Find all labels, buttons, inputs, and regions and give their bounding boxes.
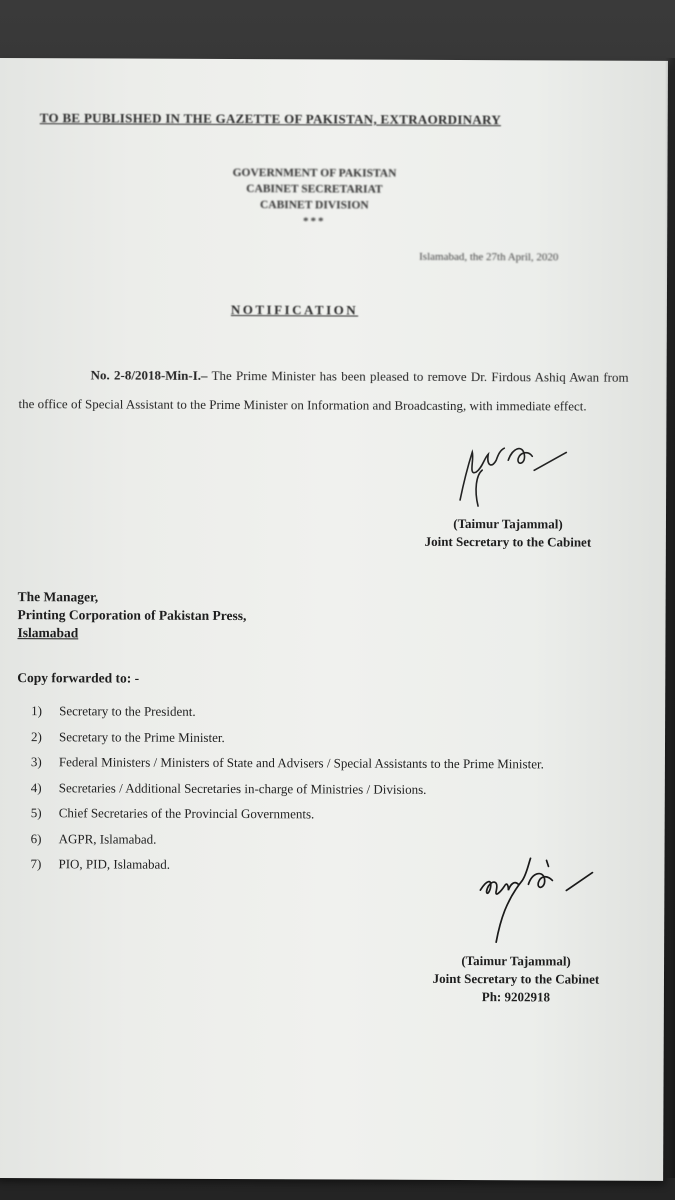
list-item-text: Secretary to the Prime Minister. <box>59 728 225 745</box>
addressee-block <box>17 588 246 643</box>
division-line: CABINET DIVISION <box>259 199 369 212</box>
signature-2 <box>466 850 616 951</box>
signer-2-phone: Ph: 9202918 <box>481 989 551 1005</box>
list-item-text: Secretary to the President. <box>59 703 196 719</box>
notification-number: No. 2-8/2018-Min-I.– <box>90 367 208 383</box>
list-item <box>31 729 631 747</box>
list-item <box>31 703 631 721</box>
list-item-index: 5) <box>30 805 42 821</box>
list-item-index: 1) <box>31 703 43 719</box>
list-item-index: 3) <box>30 754 42 770</box>
list-item <box>31 805 631 823</box>
signer-1-name: (Taimur Tajammal) <box>453 515 563 532</box>
signer-2-name: (Taimur Tajammal) <box>461 953 571 969</box>
addressee-line-1: The Manager, <box>17 589 99 605</box>
document-page <box>0 58 668 1181</box>
list-item <box>31 754 631 772</box>
list-item <box>31 780 631 798</box>
gazette-header: TO BE PUBLISHED IN THE GAZETTE OF PAKISTAN, EXTRAORDINARY <box>39 110 502 128</box>
issuing-authority <box>189 165 439 230</box>
list-item-index: 2) <box>31 728 42 744</box>
list-item <box>31 831 631 849</box>
signer-block-2 <box>401 952 631 1007</box>
list-item-text: Federal Ministers / Ministers of State and Advisers / Special Assistants to the Prime Minister. <box>58 754 544 772</box>
signer-block-1 <box>393 515 623 552</box>
addressee-line-2: Printing Corporation of Pakistan Press, <box>17 607 247 624</box>
list-item-text: Chief Secretaries of the Provincial Governments. <box>58 805 315 822</box>
government-line: GOVERNMENT OF PAKISTAN <box>232 167 397 180</box>
copy-forwarded-heading: Copy forwarded to: - <box>17 670 140 686</box>
list-item-index: 7) <box>30 856 42 872</box>
addressee-line-3: Islamabad <box>17 625 79 641</box>
signature-1 <box>438 430 588 511</box>
list-item-text: PIO, PID, Islamabad. <box>58 856 171 872</box>
list-item-text: Secretaries / Additional Secretaries in-charge of Ministries / Divisions. <box>58 779 427 797</box>
page-edge-shadow <box>665 58 675 1178</box>
dateline: Islamabad, the 27th April, 2020 <box>419 250 559 264</box>
list-item-text: AGPR, Islamabad. <box>58 830 157 847</box>
notification-text: The Prime Minister has been pleased to remove Dr. Firdous Ashiq Awan from the office of Special Assistant to the Prime Minister on Information and Broadcasting, with immediate effect. <box>18 367 629 414</box>
signer-1-designation: Joint Secretary to the Cabinet <box>424 533 592 550</box>
secretariat-line: CABINET SECRETARIAT <box>246 183 383 196</box>
list-item-index: 6) <box>30 830 42 846</box>
signer-2-designation: Joint Secretary to the Cabinet <box>432 970 600 987</box>
notification-body <box>18 360 628 421</box>
list-item-index: 4) <box>30 779 42 795</box>
notification-title: NOTIFICATION <box>230 302 359 318</box>
separator: *** <box>303 215 326 228</box>
